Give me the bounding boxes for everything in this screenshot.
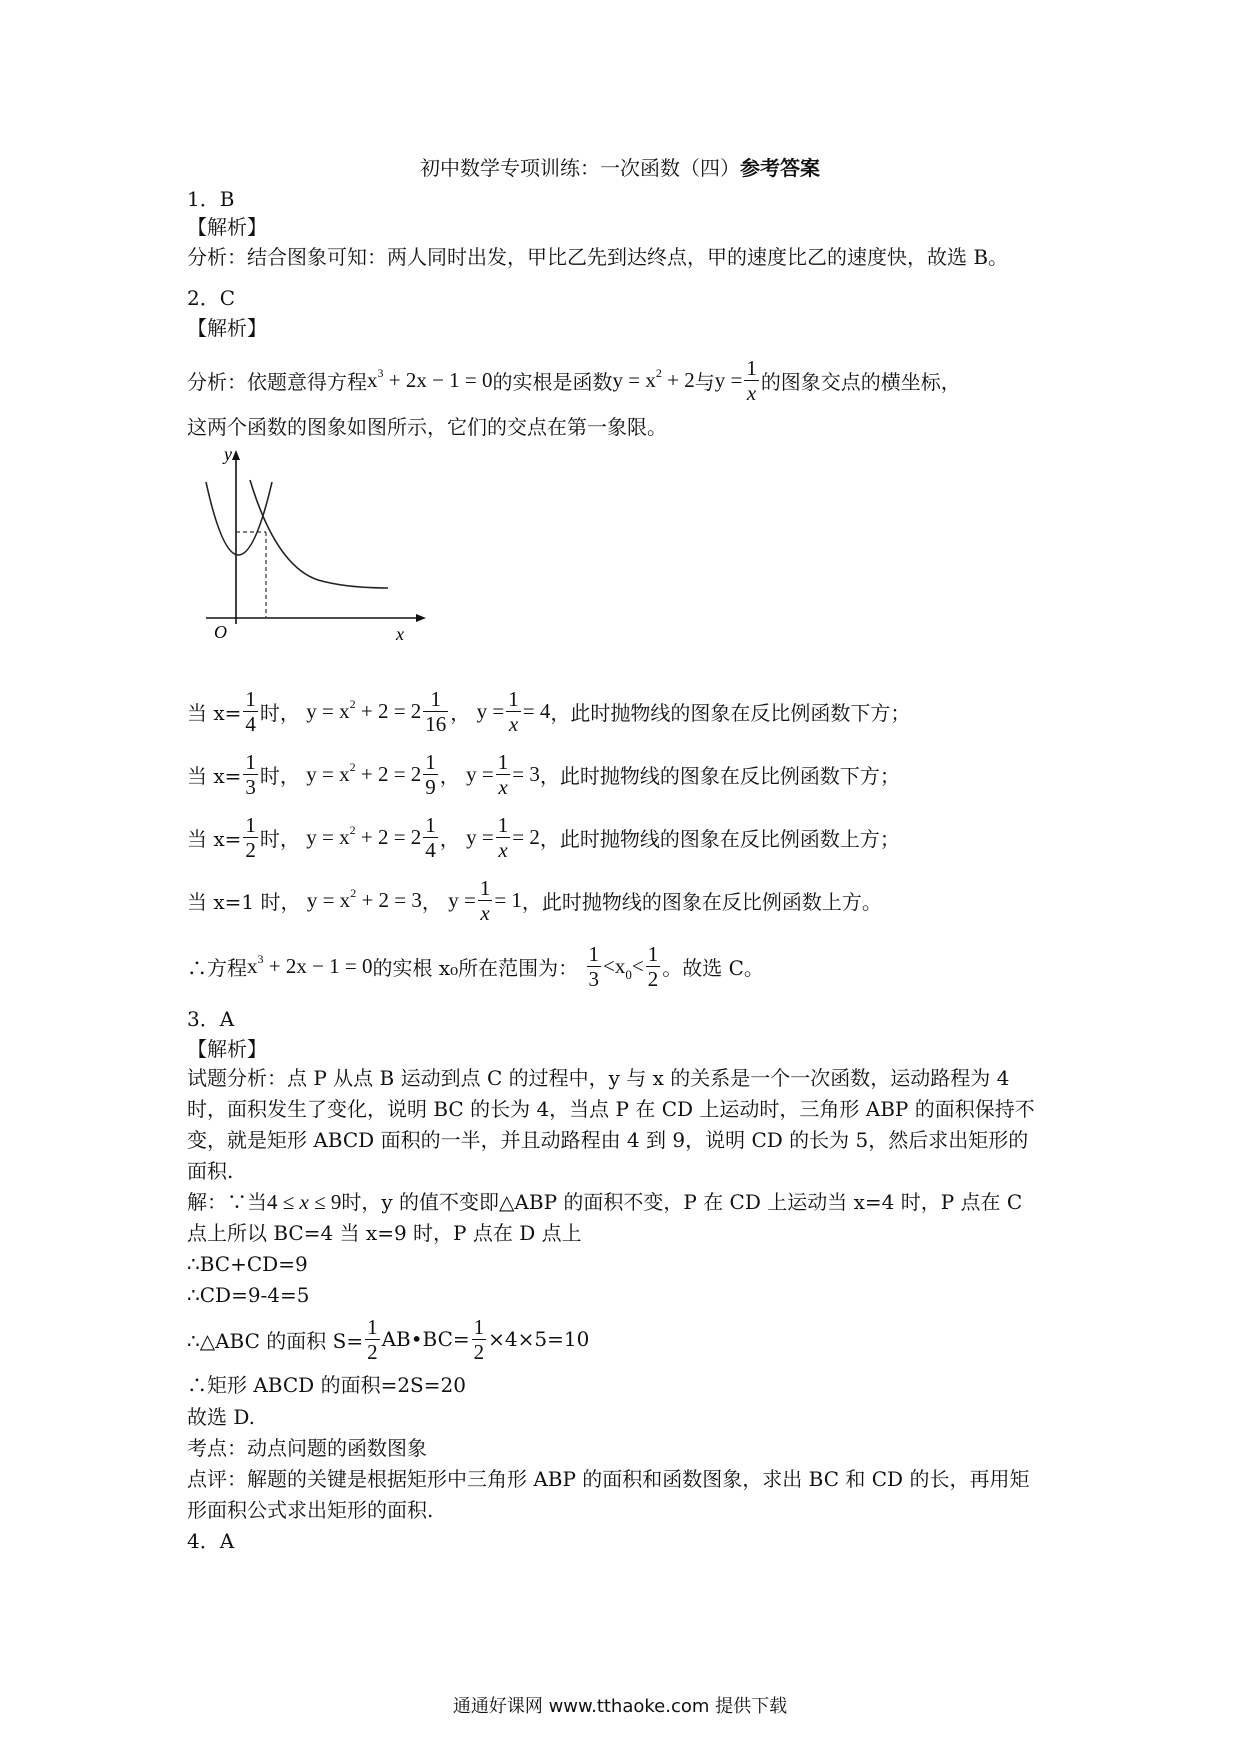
- q3-number: 3．A: [187, 1007, 235, 1031]
- q3-analysis-line4: 面积.: [187, 1159, 234, 1183]
- q3-comment-line1: 点评：解题的关键是根据矩形中三角形 ABP 的面积和函数图象，求出 BC 和 CD 的长，再用矩: [187, 1467, 1030, 1491]
- function-graph: [196, 448, 428, 648]
- q2-row-third: 当 x= $\frac{1}{3}$ 时， $y = x^2 + 2 = 2$ $\frac{1}{9}$ ， y = $\frac{1}{x}$ = 3 ，此时抛物线的图象在反比例函数下方；: [187, 749, 900, 799]
- q3-solution-line1: 解：∵当4 ≤ x ≤ 9时，y 的值不变即△ABP 的面积不变，P 在 CD 上运动当 x=4 时，P 点在 C: [187, 1190, 1023, 1214]
- q3-step-bc-cd: ∴BC+CD=9: [187, 1252, 308, 1276]
- q2-conclusion: ∴方程 $x^3 + 2x - 1 = 0$ 的实根 x₀所在范围为： $\frac{1}{3}$ $<x_0<$ $\frac{1}{2}$ 。故选 C。: [187, 941, 764, 991]
- fraction-1-over-x: $\frac{1}{x}$: [746, 355, 757, 405]
- y-axis-label: y: [224, 448, 232, 464]
- q3-answer: 故选 D.: [187, 1405, 256, 1429]
- q3-step-rect-area: ∴矩形 ABCD 的面积=2S=20: [187, 1373, 466, 1397]
- footer-source: 通通好课网 www.tthaoke.com 提供下载: [452, 1696, 788, 1717]
- x-axis-arrow: [416, 614, 426, 622]
- parabola-curve: [206, 482, 272, 555]
- q3-analysis-line1: 试题分析：点 P 从点 B 运动到点 C 的过程中，y 与 x 的关系是一个一次函数，运动路程为 4: [187, 1066, 1010, 1090]
- q3-comment-line2: 形面积公式求出矩形的面积.: [187, 1498, 434, 1522]
- x-axis-label: x: [396, 624, 404, 644]
- q2-analysis-line1: 分析：依题意得方程 $x^3 + 2x - 1 = 0$ 的实根是函数 $y = x^2 + 2$ 与 y = $\frac{1}{x}$ 的图象交点的横坐标，: [187, 355, 961, 405]
- title-bold: 参考答案: [740, 156, 820, 180]
- q3-step-area: ∴△ABC 的面积 S= $\frac{1}{2}$ AB•BC= $\frac{1}{2}$ ×4×5=10: [187, 1314, 590, 1364]
- q1-analysis-text: 分析：结合图象可知：两人同时出发，甲比乙先到达终点，甲的速度比乙的速度快，故选 B。: [187, 245, 1009, 269]
- q3-topic: 考点：动点问题的函数图象: [187, 1436, 427, 1460]
- q3-analysis-line3: 变，就是矩形 ABCD 面积的一半，并且动路程由 4 到 9，说明 CD 的长为 5，然后求出矩形的: [187, 1128, 1029, 1152]
- q2-analysis-line2: 这两个函数的图象如图所示，它们的交点在第一象限。: [187, 415, 667, 439]
- q3-step-cd: ∴CD=9-4=5: [187, 1283, 310, 1307]
- page-title: 初中数学专项训练：一次函数（四）参考答案: [420, 156, 820, 180]
- q3-analysis-tag: 【解析】: [187, 1037, 267, 1061]
- q3-analysis-line2: 时，面积发生了变化，说明 BC 的长为 4，当点 P 在 CD 上运动时，三角形 ABP 的面积保持不: [187, 1097, 1035, 1121]
- q2-row-one: 当 x=1 时， $y = x^2 + 2 = 3$ ， y = $\frac{1}{x}$ = 1 ，此时抛物线的图象在反比例函数上方。: [187, 875, 882, 925]
- function-parabola: $y = x^2 + 2$: [612, 365, 695, 392]
- q4-number: 4．A: [187, 1529, 235, 1553]
- q1-analysis-tag: 【解析】: [187, 215, 267, 239]
- hyperbola-curve: [250, 480, 388, 588]
- y-axis-arrow: [232, 450, 240, 460]
- q2-analysis-tag: 【解析】: [187, 316, 267, 340]
- q2-row-quarter: 当 x= $\frac{1}{4}$ 时， $y = x^2 + 2 = 2$ $\frac{1}{16}$ ， y = $\frac{1}{x}$ = 4 ，此时抛物线的图象在反比例函数下方；: [187, 686, 911, 736]
- origin-label: O: [214, 622, 227, 642]
- q2-number: 2．C: [187, 286, 236, 310]
- q3-solution-line2: 点上所以 BC=4 当 x=9 时，P 点在 D 点上: [187, 1221, 582, 1245]
- q2-row-half: 当 x= $\frac{1}{2}$ 时， $y = x^2 + 2 = 2$ $\frac{1}{4}$ ， y = $\frac{1}{x}$ = 2 ，此时抛物线的图象在反比例函数上方；: [187, 812, 900, 862]
- equation-cubic: $x^3 + 2x - 1 = 0$: [367, 365, 493, 392]
- q1-number: 1．B: [187, 187, 235, 211]
